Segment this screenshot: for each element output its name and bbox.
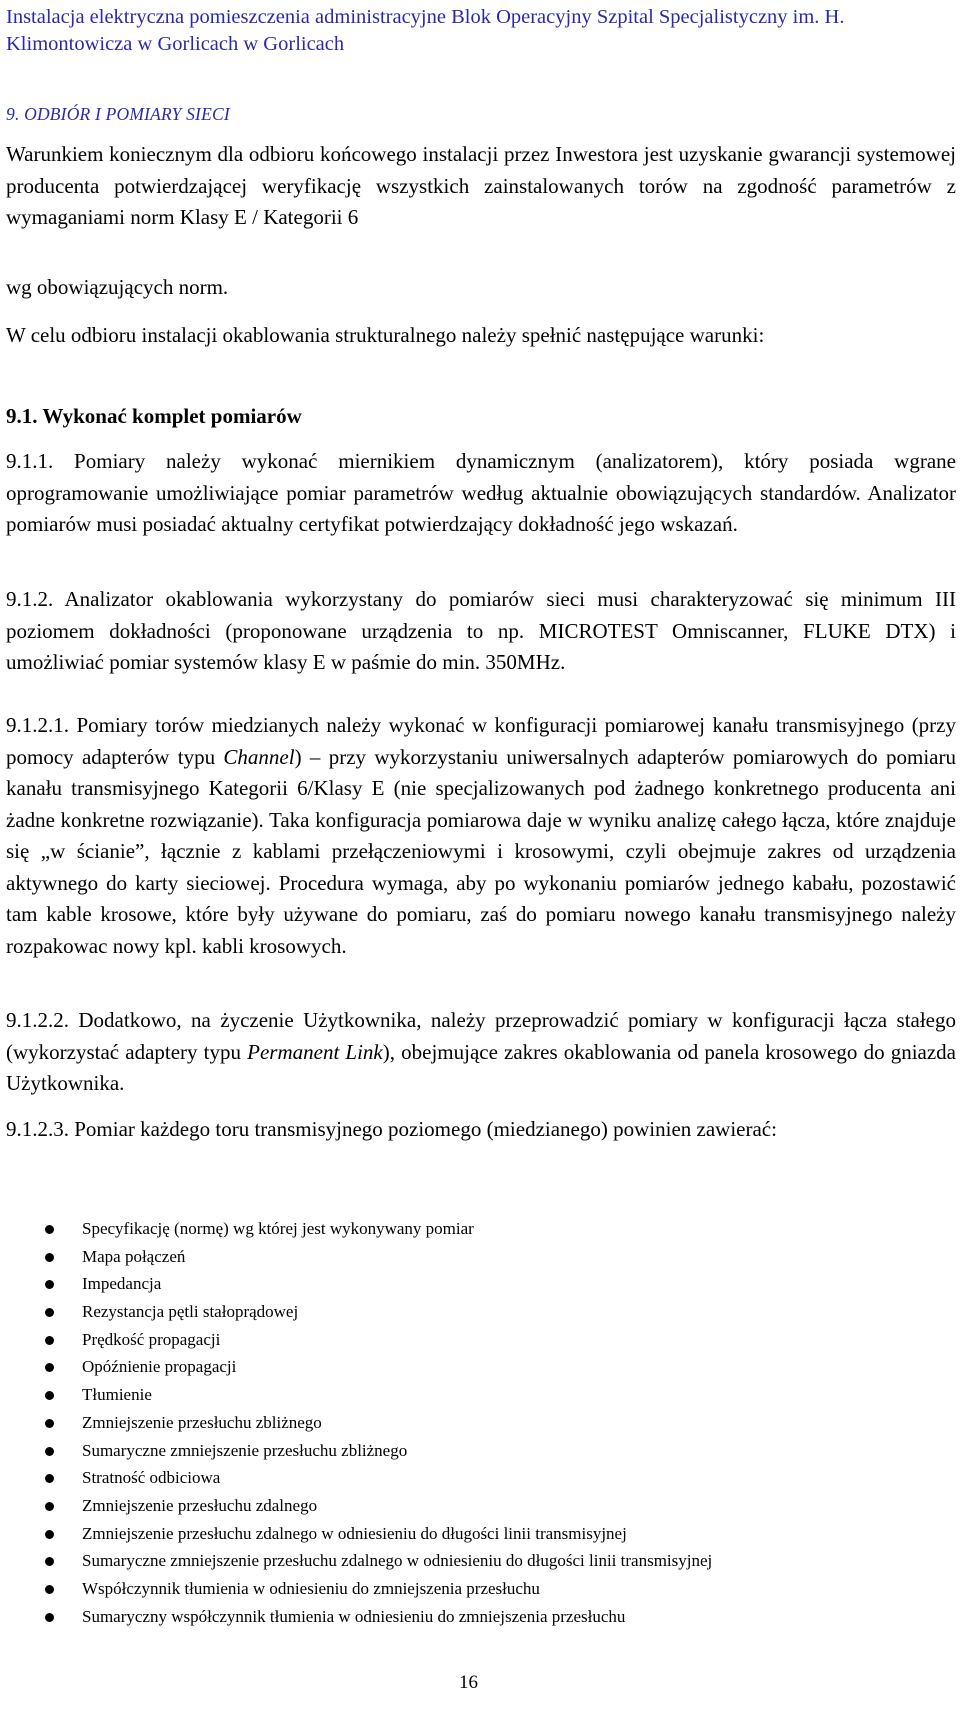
bullet-icon bbox=[45, 1419, 54, 1428]
bullet-icon bbox=[45, 1447, 54, 1456]
section-heading: 9. ODBIÓR I POMIARY SIECI bbox=[6, 104, 230, 124]
bullet-icon bbox=[45, 1474, 54, 1483]
list-item bbox=[6, 1326, 956, 1354]
bullet-icon bbox=[45, 1530, 54, 1539]
bullet-icon bbox=[45, 1613, 54, 1622]
list-item bbox=[6, 1492, 956, 1520]
bullet-icon bbox=[45, 1363, 54, 1372]
bullet-icon bbox=[45, 1557, 54, 1566]
bullet-icon bbox=[45, 1336, 54, 1345]
intro-paragraph: Warunkiem koniecznym dla odbioru końcowego instalacji przez Inwestora jest uzyskanie gwarancji systemowej producenta potwierdzającej weryfikację wszystkich zainstalowanych torów na zgodność parametrów z wymaganiami norm Klasy E / Kategorii 6 bbox=[6, 142, 956, 229]
bullet-icon bbox=[45, 1253, 54, 1262]
paragraph-9-1-2-2-rest: ), obejmujące zakres okablowania od panela krosowego do gniazda Użytkownika. bbox=[6, 1039, 956, 1095]
list-item-text: Sumaryczny współczynnik tłumienia w odniesieniu do zmniejszenia przesłuchu bbox=[82, 1606, 626, 1626]
document-header: Instalacja elektryczna pomieszczenia administracyjne Blok Operacyjny Szpital Specjalistyczny im. H. Klimontowicza w Gorlicach w Gorlicach bbox=[6, 6, 845, 55]
list-item-text: Zmniejszenie przesłuchu zdalnego w odniesieniu do długości linii transmisyjnej bbox=[82, 1523, 627, 1543]
list-item bbox=[6, 1520, 956, 1548]
intro-continuation: wg obowiązujących norm. bbox=[6, 275, 229, 299]
paragraph-9-1-2-2 bbox=[6, 1005, 956, 1100]
permanent-link-term: Permanent Link bbox=[247, 1039, 383, 1064]
list-item-text: Zmniejszenie przesłuchu zdalnego bbox=[82, 1495, 318, 1515]
subsection-heading: 9.1. Wykonać komplet pomiarów bbox=[6, 404, 302, 428]
list-item-text: Specyfikację (normę) wg której jest wykonywany pomiar bbox=[82, 1219, 474, 1238]
page-number: 16 bbox=[459, 1672, 478, 1693]
list-item-text: Współczynnik tłumienia w odniesieniu do zmniejszenia przesłuchu bbox=[82, 1578, 540, 1598]
list-item bbox=[6, 1353, 956, 1381]
list-item bbox=[6, 1464, 956, 1492]
paragraph-9-1-2-1-start: 9.1.2.1. Pomiary torów miedzianych należy wykonać w konfiguracji pomiarowej kanału transmisyjnego (przy pomocy adapterów typu bbox=[6, 713, 956, 769]
bullet-icon bbox=[45, 1391, 54, 1400]
paragraph-9-1-2-1-rest: ) – przy wykorzystaniu uniwersalnych adapterów pomiarowych do pomiaru kanału transmisyjnego Kategorii 6/Klasy E (nie specjalizowanych pod żadnego konkretnego producenta ani żadne konkretne rozwiązanie). Taka konfiguracja pomiarowa daje w wyniku analizę całego łącza, które znajduje się „w ścianie”, łącznie z kablami przełączeniowymi i krosowymi, czyli obejmuje zakres od urządzenia aktywnego do karty sieciowej. Procedura wymaga, aby po wykonaniu pomiarów jednego kabału, pozostawić tam kable krosowe, które były używane do pomiaru, zaś do pomiaru nowego kanału transmisyjnego należy rozpakowac nowy kpl. kabli krosowych. bbox=[6, 744, 956, 958]
list-item-text: Impedancja bbox=[82, 1274, 162, 1294]
list-item bbox=[6, 1270, 956, 1298]
list-item-text: Rezystancja pętli stałoprądowej bbox=[82, 1302, 299, 1322]
bullet-icon bbox=[45, 1280, 54, 1289]
list-item bbox=[6, 1243, 956, 1271]
list-item bbox=[6, 1603, 956, 1631]
list-item bbox=[6, 1437, 956, 1465]
list-item bbox=[6, 1381, 956, 1409]
channel-term: Channel bbox=[223, 744, 295, 769]
list-item-text: Sumaryczne zmniejszenie przesłuchu zbliżnego bbox=[82, 1440, 408, 1460]
list-item-text: Prędkość propagacji bbox=[82, 1329, 221, 1349]
bullet-icon bbox=[45, 1585, 54, 1594]
list-item bbox=[6, 1298, 956, 1326]
list-item-text: Sumaryczne zmniejszenie przesłuchu zdalnego w odniesieniu do długości linii transmisyjnej bbox=[82, 1551, 713, 1571]
conditions-paragraph: W celu odbioru instalacji okablowania strukturalnego należy spełnić następujące warunki: bbox=[6, 323, 765, 347]
paragraph-9-1-2-2-start: 9.1.2.2. Dodatkowo, na życzenie Użytkownika, należy przeprowadzić pomiary w konfiguracji łącza stałego (wykorzystać adaptery typu bbox=[6, 1008, 956, 1064]
list-item-text: Opóźnienie propagacji bbox=[82, 1357, 237, 1377]
paragraph-9-1-2-3: 9.1.2.3. Pomiar każdego toru transmisyjnego poziomego (miedzianego) powinien zawierać: bbox=[6, 1117, 777, 1141]
bullet-icon bbox=[45, 1308, 54, 1317]
list-item-text: Zmniejszenie przesłuchu zbliżnego bbox=[82, 1412, 322, 1432]
list-item-text: Tłumienie bbox=[82, 1385, 152, 1405]
paragraph-9-1-2: 9.1.2. Analizator okablowania wykorzystany do pomiarów sieci musi charakteryzować się minimum III poziomem dokładności (proponowane urządzenia to np. MICROTEST Omniscanner, FLUKE DTX) i umożliwiać pomiar systemów klasy E w paśmie do min. 350MHz. bbox=[6, 587, 956, 674]
list-item bbox=[6, 1409, 956, 1437]
bullet-icon bbox=[45, 1502, 54, 1511]
paragraph-9-1-2-1 bbox=[6, 710, 956, 962]
list-item-text: Mapa połączeń bbox=[82, 1246, 186, 1266]
list-item-text: Stratność odbiciowa bbox=[82, 1468, 221, 1488]
list-item bbox=[6, 1575, 956, 1603]
list-item bbox=[6, 1547, 956, 1575]
measurement-list bbox=[6, 1215, 956, 1630]
paragraph-9-1-1: 9.1.1. Pomiary należy wykonać miernikiem dynamicznym (analizatorem), który posiada wgrane oprogramowanie umożliwiające pomiar parametrów według aktualnie obowiązujących standardów. Analizator pomiarów musi posiadać aktualny certyfikat potwierdzający dokładność jego wskazań. bbox=[6, 449, 956, 536]
list-item bbox=[6, 1215, 956, 1243]
bullet-icon bbox=[45, 1225, 54, 1234]
